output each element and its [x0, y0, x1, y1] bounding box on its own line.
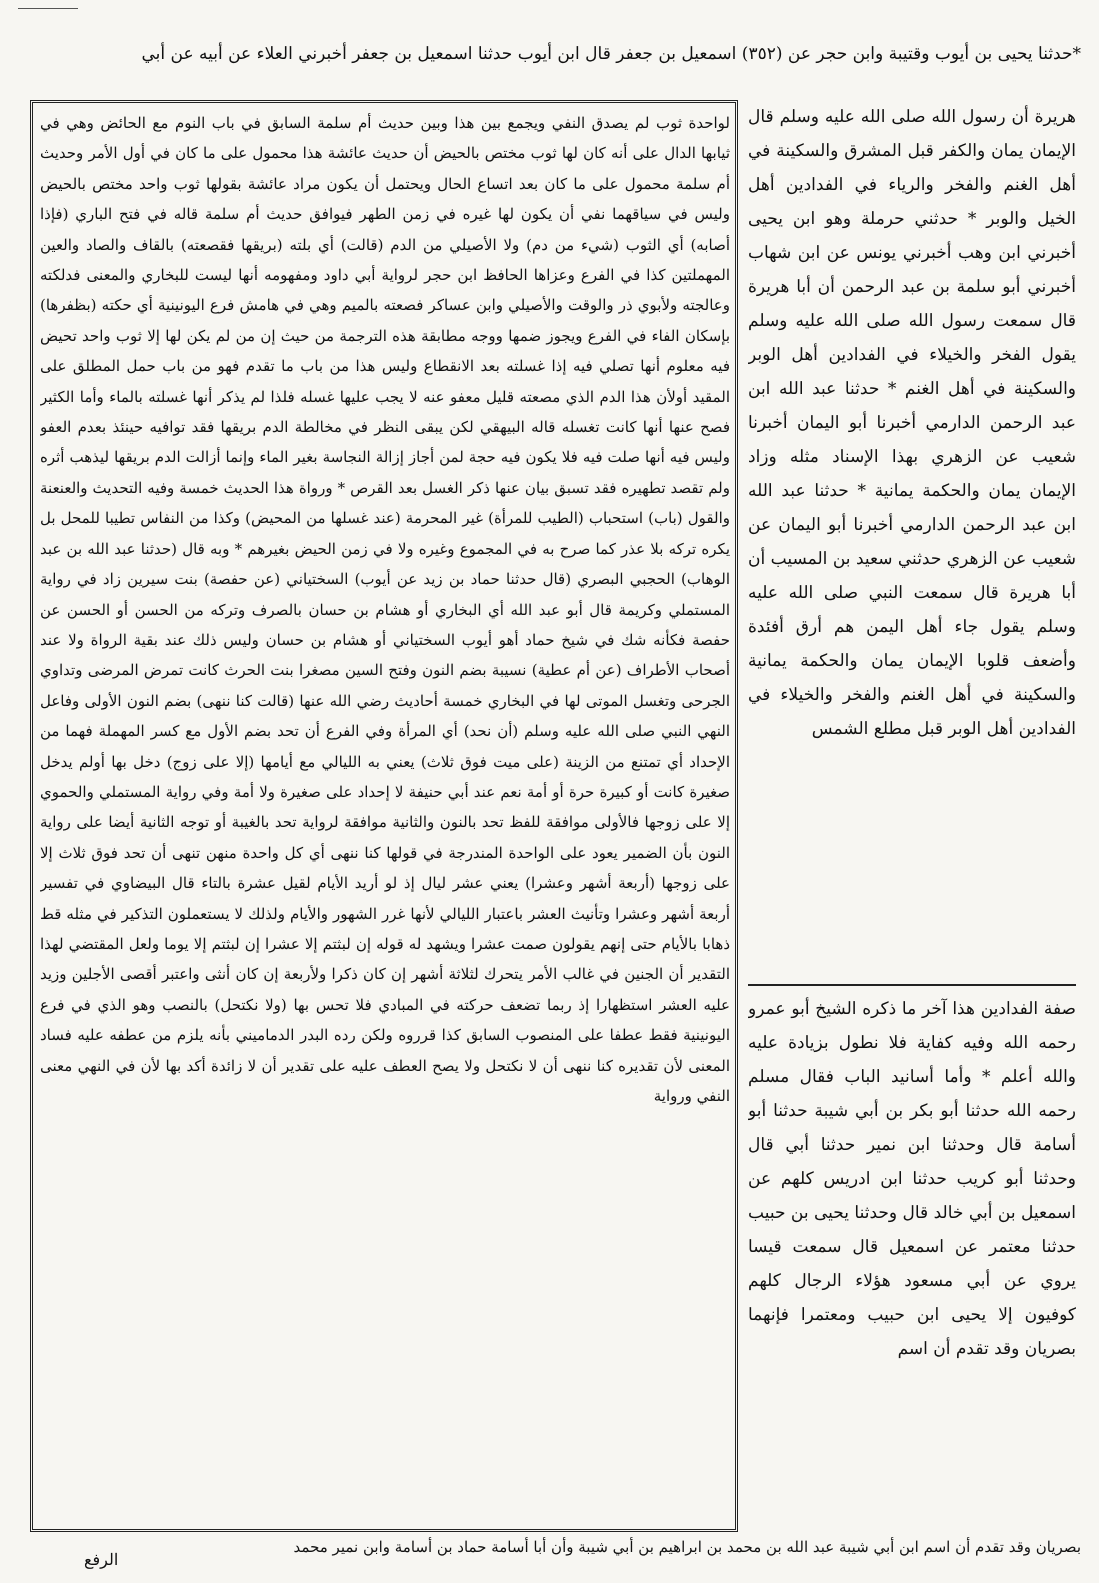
side-column-text: هريرة أن رسول الله صلى الله عليه وسلم قال الإيمان يمان والكفر قبل المشرق والسكينة في أهل الغنم والفخر والرياء في الفدادين أهل الخيل والوبر * حدثني حرملة وهو ابن يحيى أخبرني ابن وهب أخبرني يونس عن ابن شهاب أخبرني أبو سلمة بن عبد الرحمن أن أبا هريرة قال سمعت رسول الله صلى الله عليه وسلم يقول الفخر والخيلاء في الفدادين أهل الوبر والسكينة في أهل الغنم * حدثنا عبد الله ابن عبد الرحمن الدارمي أخبرنا أبو اليمان أخبرنا شعيب عن الزهري بهذا الإسناد مثله وزاد الإيمان يمان والحكمة يمانية * حدثنا عبد الله ابن عبد الرحمن الدارمي أخبرنا أبو اليمان عن شعيب عن الزهري حدثني سعيد بن المسيب أن أبا هريرة قال سمعت النبي صلى الله عليه وسلم يقول جاء أهل اليمن هم أرق أفئدة وأضعف قلوبا الإيمان يمان والحكمة يمانية والسكينة في أهل الغنم والفخر والخيلاء في الفدادين أهل الوبر قبل مطلع الشمس [748, 107, 1076, 739]
catchword: الرفع [84, 1550, 119, 1569]
corner-mark [18, 8, 78, 15]
footer-line: بصريان وقد تقدم أن اسم ابن أبي شيبة عبد الله بن محمد بن ابراهيم بن أبي شيبة وأن أبا أسامة حماد بن أسامة وابن نمير محمد [293, 1538, 1081, 1556]
header-line: *حدثنا يحيى بن أيوب وقتيبة وابن حجر عن (٣٥٢) اسمعيل بن جعفر قال ابن أيوب حدثنا اسمعيل بن جعفر أخبرني العلاء عن أبيه عن أبي [141, 44, 1081, 64]
main-commentary-text: لواحدة ثوب لم يصدق النفي ويجمع بين هذا وبين حديث أم سلمة السابق في باب النوم مع الحائض وهي في ثيابها الدال على أنه كان لها ثوب مختص بالحيض أن حديث عائشة هذا محمول على ما كان في أول الأمر وحديث أم سلمة محمول على ما كان بعد اتساع الحال ويحتمل أن يكون مراد عائشة بقولها ثوب واحد مختص بالحيض وليس في سياقهما نفي أن يكون لها غيره في زمن الطهر فيوافق حديث أم سلمة قاله في فتح الباري (فإذا أصابه) أي الثوب (شيء من دم) ولا الأصيلي من الدم (قالت) أي بلته (بريقها فقصعته) بالقاف والصاد والعين المهملتين كذا في الفرع وعزاها الحافظ ابن حجر لرواية أبي داود ومفهومه أنها ليست للبخاري والمعنى فدلكته وعالجته ولأبوي ذر والوقت والأصيلي وابن عساكر فصعته بالميم وهي في هامش فرع اليونينية أي حكته (بظفرها) بإسكان الفاء في الفرع ويجوز ضمها ووجه مطابقة هذه الترجمة من حيث إن من لم يكن لها إلا ثوب واحد تحيض فيه معلوم أنها تصلي فيه إذا غسلته بعد الانقطاع وليس هذا من باب ما تقدم فهو من باب حمل المطلق على المقيد أولأن هذا الدم الذي مصعته قليل معفو عنه لا يجب عليها غسله فلذا لم يذكر أنها غسلته بالماء وأما الكثير فصح عنها أنها كانت تغسله قاله البيهقي لكن يبقى النظر في مخالطة الدم بريقها فقد توافيه حينئذ بعدم العفو وليس فيه أنها صلت فيه فلا يكون فيه حجة لمن أجاز إزالة النجاسة بغير الماء وإنما أزالت الدم بريقها ليذهب أثره ولم تقصد تطهيره فقد تسبق بيان عنها ذكر الغسل بعد القرص * ورواة هذا الحديث خمسة وفيه التحديث والعنعنة والقول (باب) استحباب (الطيب للمرأة) غير المحرمة (عند غسلها من المحيض) وكذا من النفاس تطيبا للمحل بل يكره تركه بلا عذر كما صرح به في المجموع وغيره ولا في زمن الحيض بغيرهم * وبه قال (حدثنا عبد الله بن عبد الوهاب) الحجبي البصري (قال حدثنا حماد بن زيد عن أيوب) السختياني (عن حفصة) بنت سيرين زاد في رواية المستملي وكريمة قال أبو عبد الله أي البخاري أو هشام بن حسان بالصرف وتركه من الحسن أو الحسن عن حفصة فكأنه شك في شيخ حماد أهو أيوب السختياني أو هشام بن حسان وليس ذلك عند بقية الرواة ولا عند أصحاب الأطراف (عن أم عطية) نسيبة بضم النون وفتح السين مصغرا بنت الحرث كانت تمرض المرضى وتداوي الجرحى وتغسل الموتى لها في البخاري خمسة أحاديث رضي الله عنها (قالت كنا ننهى) بضم النون الأولى وفاعل النهي النبي صلى الله عليه وسلم (أن نحد) أي المرأة وفي الفرع أن تحد بضم الأول مع كسر المهملة فهما من الإحداد أي تمتنع من الزينة (على ميت فوق ثلاث) يعني به الليالي مع أيامها (إلا على زوج) دخل بها أولم يدخل صغيرة كانت أو كبيرة حرة أو أمة نعم عند أبي حنيفة لا إحداد على صغيرة ولا أمة وفي رواية المستملي والحموي إلا على زوجها فالأولى موافقة للفظ تحد بالنون والثانية موافقة لرواية تحد بالغيبة أو توجه الثانية أيضا على رواية النون بأن الضمير يعود على الواحدة المندرجة في قولها كنا ننهى أي كل واحدة منهن تنهى أن تحد فوق ثلاث إلا على زوجها (أربعة أشهر وعشرا) يعني عشر ليال إذ لو أريد الأيام لقيل عشرة بالتاء قال البيضاوي في تفسير أربعة أشهر وعشرا وتأنيث العشر باعتبار الليالي لأنها غرر الشهور والأيام ولذلك لا يستعملون التذكير في مثله قط ذهابا بالأيام حتى إنهم يقولون صمت عشرا ويشهد له قوله إن لبثتم إلا عشرا إن لبثتم إلا يوما ولعل المقتضي لهذا التقدير أن الجنين في غالب الأمر يتحرك لثلاثة أشهر إن كان ذكرا ولأربعة إن كان أنثى واعتبر أقصى الأجلين وزيد عليه العشر استظهارا إذ ربما تضعف حركته في المبادي فلا تحس بها (ولا نكتحل) بالنصب وهو الذي في فرع اليونينية فقط عطفا على المنصوب السابق كذا قرروه ولكن رده البدر الدماميني بأنه يلزم من عطفه عليه فساد المعنى لأن تقديره كنا ننهى أن لا نكتحل ولا يصح العطف عليه على تقدير أن لا زائدة أكد بها لأن في النهي معنى النفي ورواية [40, 114, 730, 1105]
side-column-lower-text: صفة الفدادين هذا آخر ما ذكره الشيخ أبو عمرو رحمه الله وفيه كفاية فلا نطول بزيادة عليه والله أعلم * وأما أسانيد الباب فقال مسلم رحمه الله حدثنا أبو بكر بن أبي شيبة حدثنا أبو أسامة قال وحدثنا ابن نمير حدثنا أبي قال وحدثنا أبو كريب حدثنا ابن ادريس كلهم عن اسمعيل بن أبي خالد قال وحدثنا يحيى بن حبيب حدثنا معتمر عن اسمعيل قال سمعت قيسا يروي عن أبي مسعود هؤلاء الرجال كلهم كوفيون إلا يحيى ابن حبيب ومعتمرا فإنهما بصريان وقد تقدم أن اسم [748, 999, 1076, 1359]
side-column-divider [748, 984, 1076, 986]
